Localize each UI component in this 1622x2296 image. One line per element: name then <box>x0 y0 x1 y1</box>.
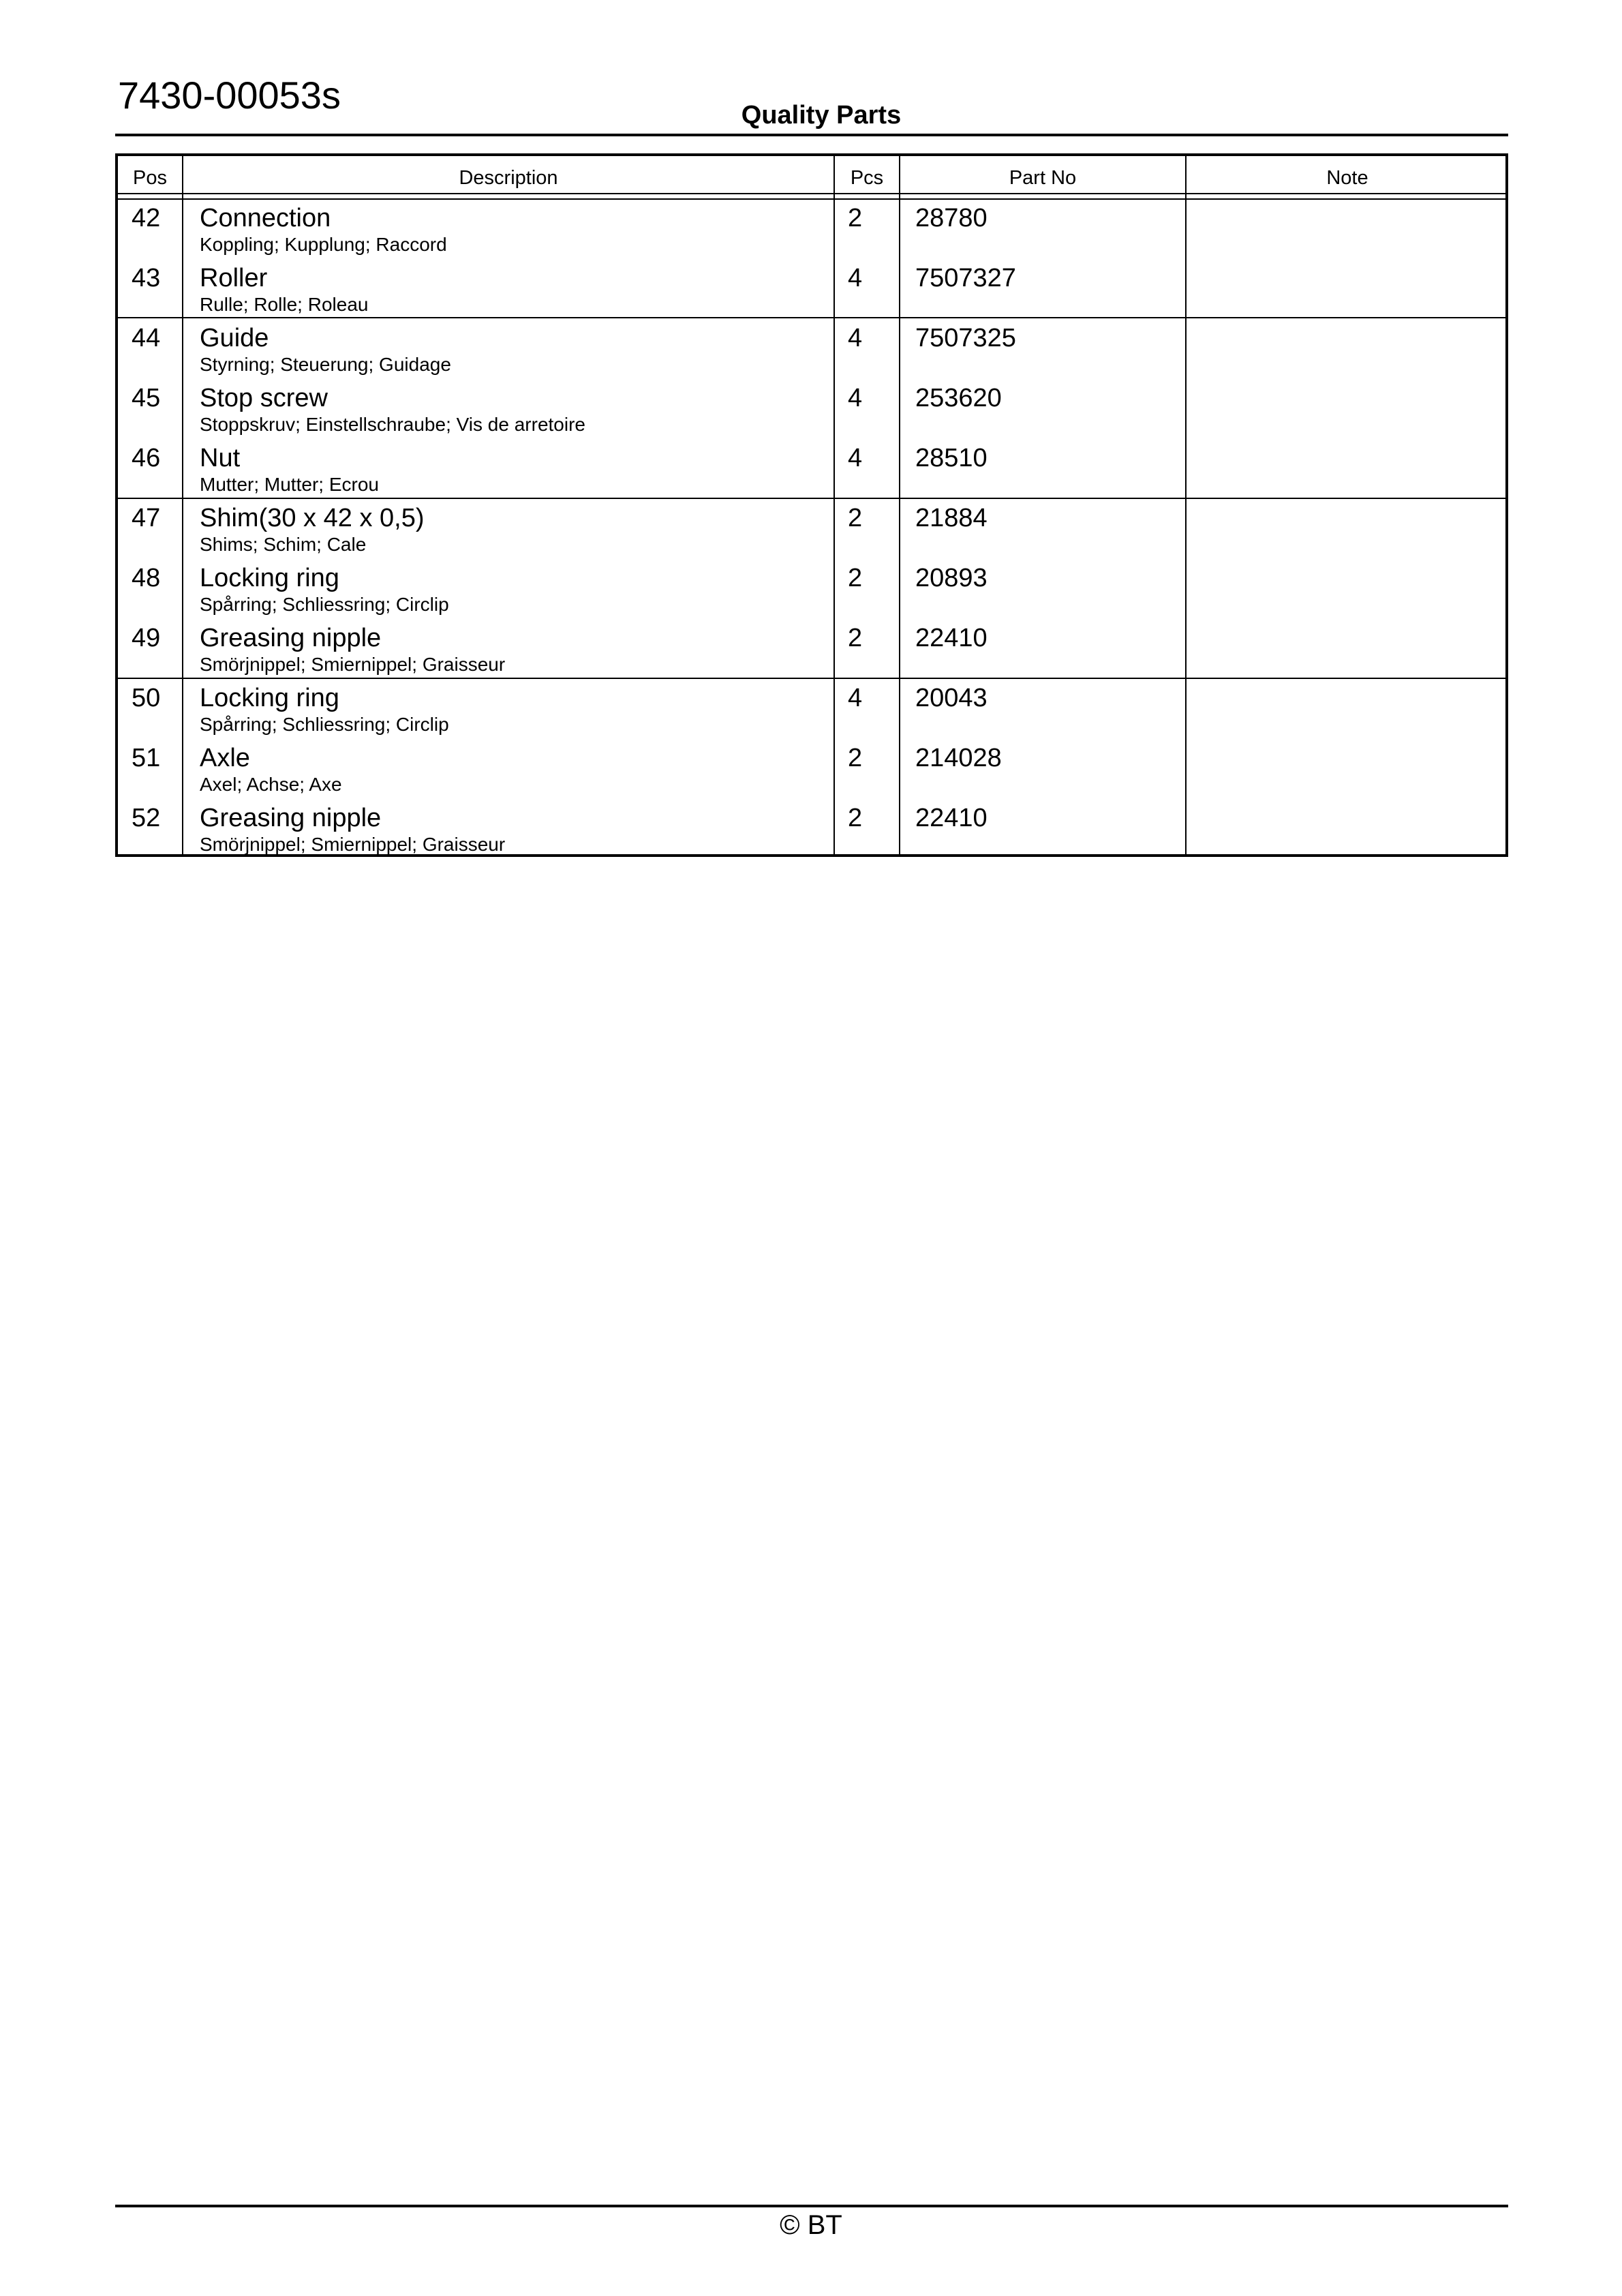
row-part-no: 28510 <box>915 444 988 472</box>
row-pcs: 2 <box>848 504 863 532</box>
row-part-no: 20893 <box>915 564 988 592</box>
row-pos: 52 <box>132 804 161 832</box>
row-pos: 50 <box>132 684 161 712</box>
header-rule <box>115 134 1508 136</box>
header-divider <box>118 198 1505 200</box>
parts-table <box>115 153 1508 857</box>
row-description: Roller <box>200 264 268 292</box>
row-part-no: 22410 <box>915 804 988 832</box>
row-part-no: 214028 <box>915 744 1002 772</box>
row-translation: Rulle; Rolle; Roleau <box>200 294 369 315</box>
row-pos: 45 <box>132 384 161 412</box>
page-title: Quality Parts <box>741 101 902 130</box>
column-header-pcs: Pcs <box>850 167 884 189</box>
row-pos: 51 <box>132 744 161 772</box>
group-divider <box>118 498 1505 499</box>
row-part-no: 253620 <box>915 384 1002 412</box>
row-description: Greasing nipple <box>200 624 382 652</box>
row-description: Axle <box>200 744 250 772</box>
column-header-note: Note <box>1326 167 1368 189</box>
row-translation: Styrning; Steuerung; Guidage <box>200 354 451 375</box>
row-part-no: 21884 <box>915 504 988 532</box>
row-translation: Mutter; Mutter; Ecrou <box>200 474 379 495</box>
row-description: Connection <box>200 204 331 232</box>
row-pcs: 2 <box>848 564 863 592</box>
row-pcs: 2 <box>848 744 863 772</box>
row-description: Nut <box>200 444 241 472</box>
row-translation: Koppling; Kupplung; Raccord <box>200 234 447 255</box>
row-translation: Spårring; Schliessring; Circlip <box>200 714 449 735</box>
row-pcs: 4 <box>848 324 863 352</box>
footer-rule <box>115 2205 1508 2207</box>
row-description: Locking ring <box>200 564 339 592</box>
row-pos: 47 <box>132 504 161 532</box>
row-pos: 48 <box>132 564 161 592</box>
row-pos: 44 <box>132 324 161 352</box>
row-translation: Smörjnippel; Smiernippel; Graisseur <box>200 654 506 675</box>
row-pcs: 4 <box>848 264 863 292</box>
group-divider <box>118 678 1505 679</box>
row-pcs: 2 <box>848 204 863 232</box>
row-description: Stop screw <box>200 384 328 412</box>
row-description: Greasing nipple <box>200 804 382 832</box>
row-translation: Smörjnippel; Smiernippel; Graisseur <box>200 834 506 855</box>
row-part-no: 7507327 <box>915 264 1016 292</box>
column-header-pos: Pos <box>133 167 167 189</box>
row-translation: Axel; Achse; Axe <box>200 774 342 795</box>
column-divider <box>899 156 900 854</box>
column-header-part-no: Part No <box>1009 167 1077 189</box>
row-description: Guide <box>200 324 269 352</box>
row-pcs: 4 <box>848 444 863 472</box>
column-header-description: Description <box>459 167 558 189</box>
row-translation: Shims; Schim; Cale <box>200 534 367 555</box>
group-divider <box>118 317 1505 318</box>
row-translation: Stoppskruv; Einstellschraube; Vis de arretoire <box>200 414 585 435</box>
column-divider <box>1185 156 1187 854</box>
row-pcs: 2 <box>848 624 863 652</box>
copyright-notice: © BT <box>780 2210 842 2240</box>
row-part-no: 22410 <box>915 624 988 652</box>
row-description: Shim(30 x 42 x 0,5) <box>200 504 425 532</box>
row-pos: 46 <box>132 444 161 472</box>
row-pos: 42 <box>132 204 161 232</box>
row-pcs: 2 <box>848 804 863 832</box>
row-part-no: 7507325 <box>915 324 1016 352</box>
document-code: 7430-00053s <box>118 74 341 117</box>
row-pcs: 4 <box>848 384 863 412</box>
column-divider <box>182 156 183 854</box>
row-pos: 49 <box>132 624 161 652</box>
row-pos: 43 <box>132 264 161 292</box>
row-part-no: 28780 <box>915 204 988 232</box>
row-part-no: 20043 <box>915 684 988 712</box>
column-divider <box>833 156 835 854</box>
row-pcs: 4 <box>848 684 863 712</box>
header-divider <box>118 193 1505 194</box>
row-translation: Spårring; Schliessring; Circlip <box>200 594 449 615</box>
row-description: Locking ring <box>200 684 339 712</box>
